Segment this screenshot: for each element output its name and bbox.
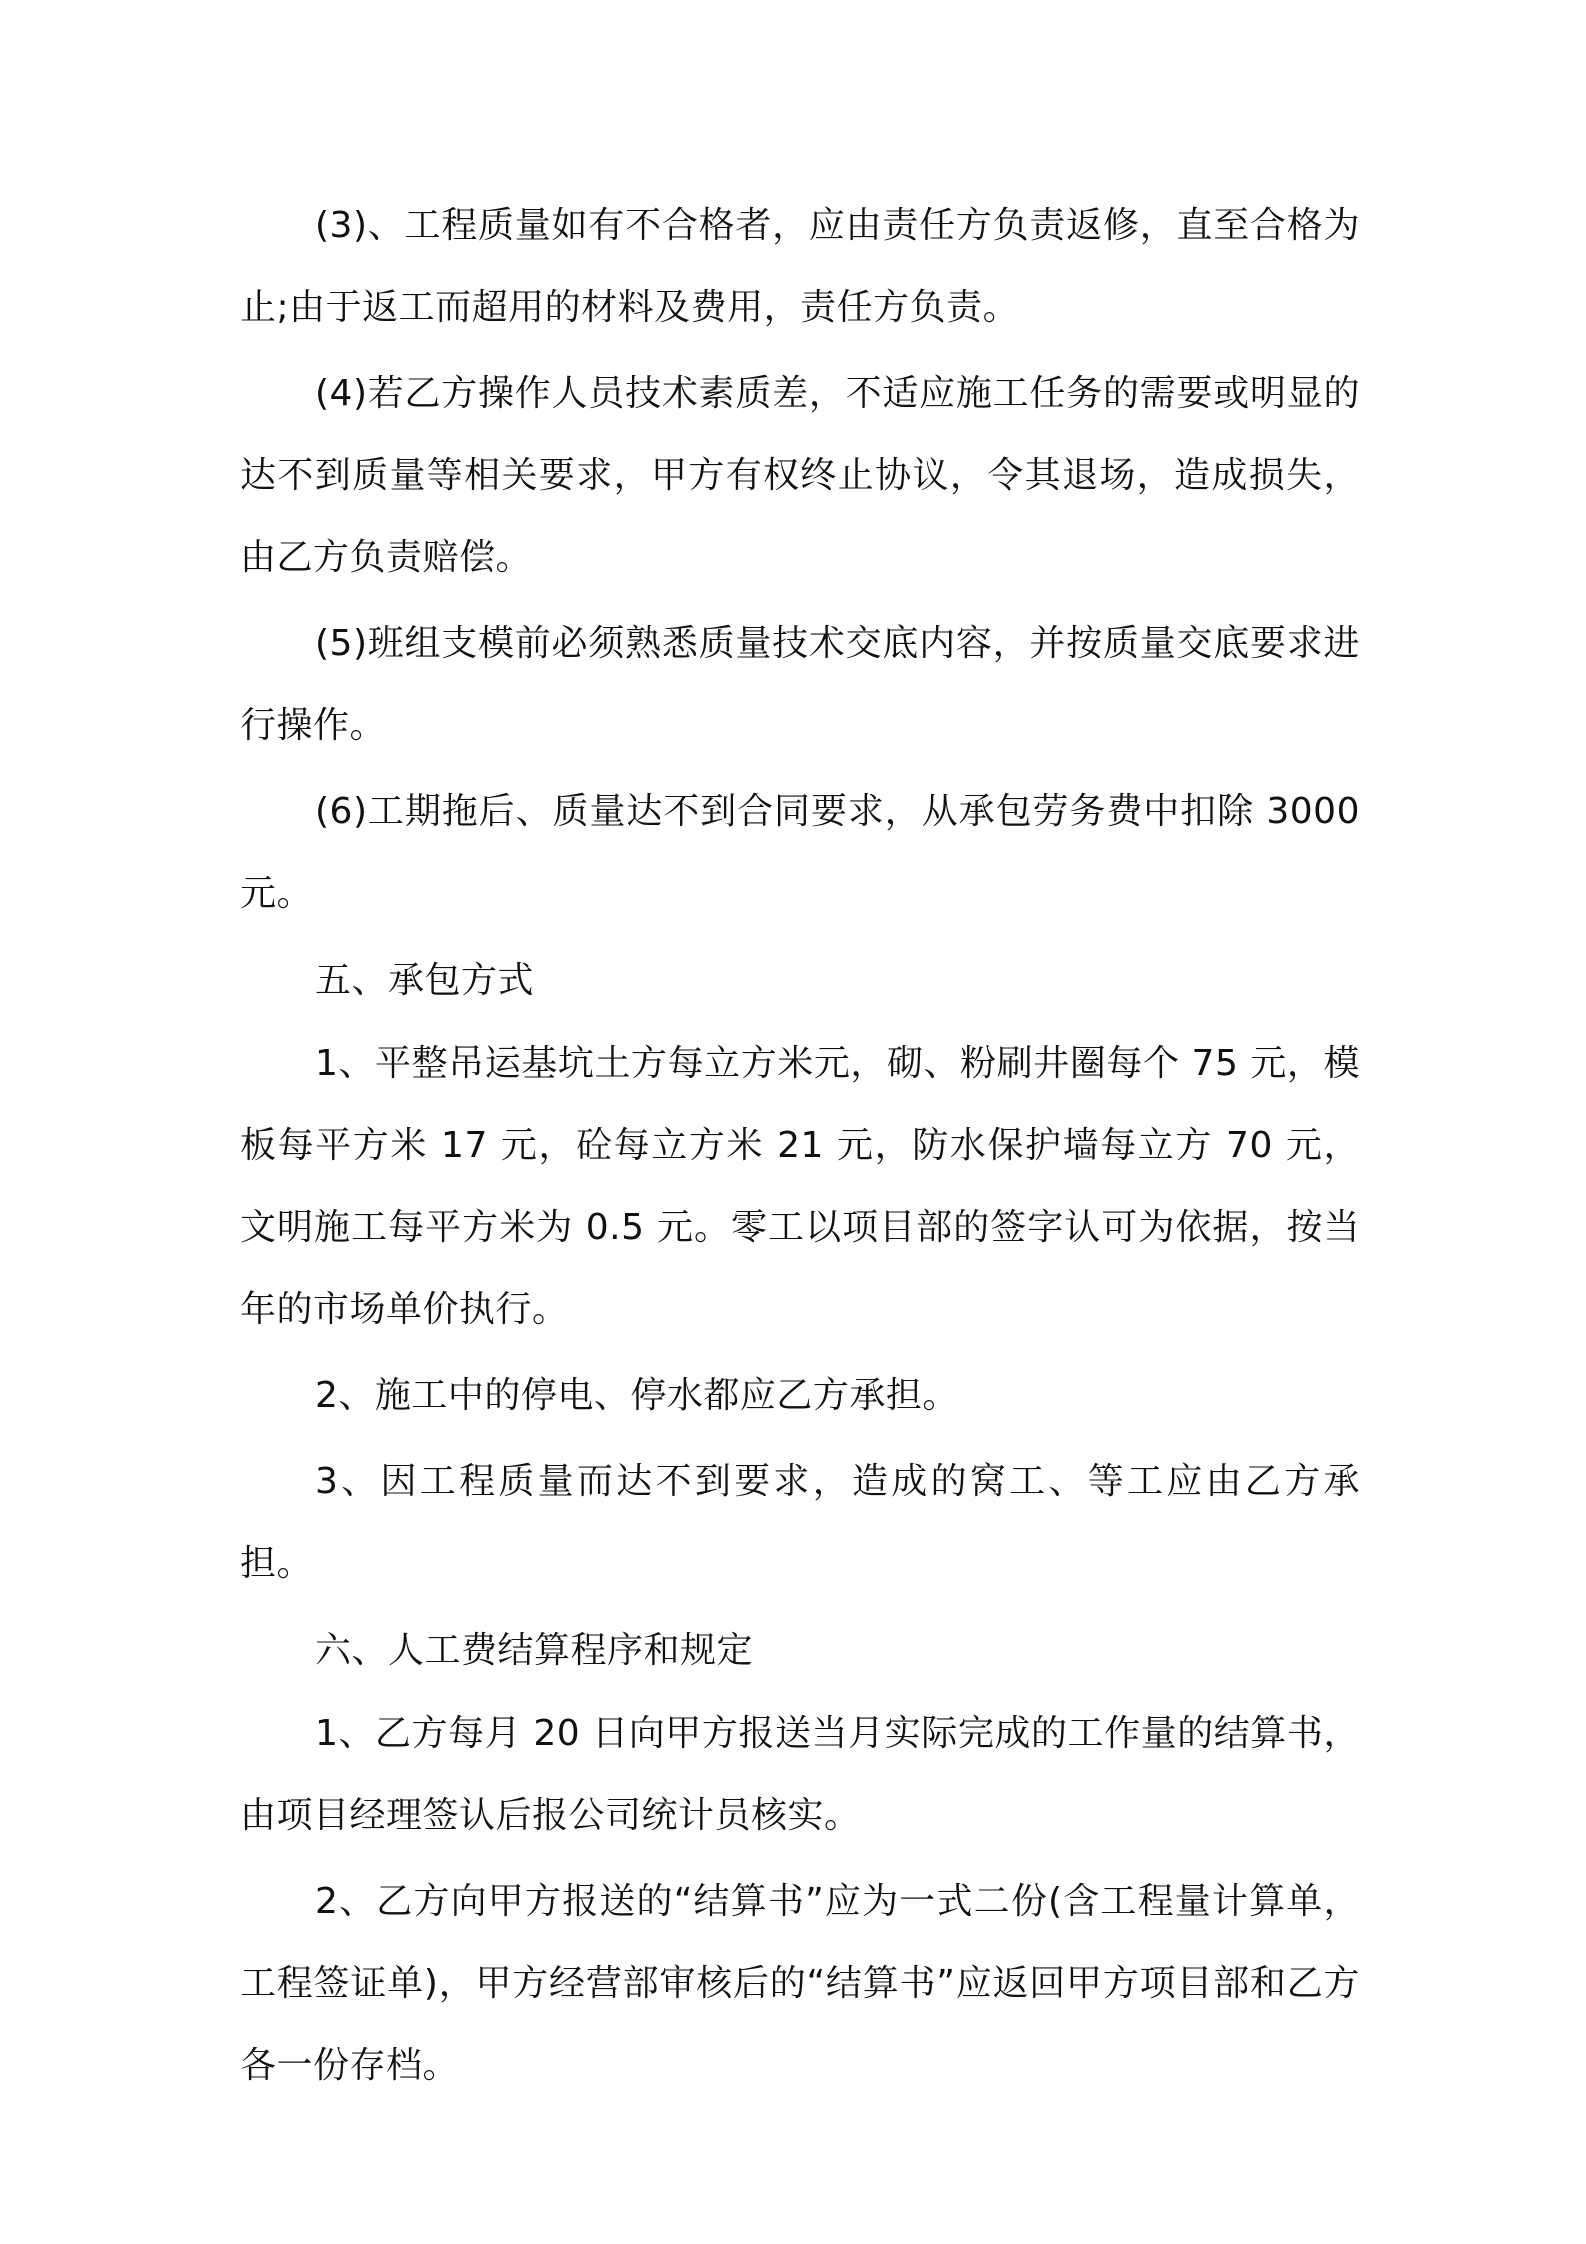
paragraph-clause-6: (6)工期拖后、质量达不到合同要求，从承包劳务费中扣除 3000 元。 xyxy=(240,791,1360,914)
section-heading-contract-method: 五、承包方式 xyxy=(315,960,535,1001)
section5-item-1: 1、平整吊运基坑土方每立方米元，砌、粉刷井圈每个 75 元，模板每平方米 17 元，砼每立方米 21 元，防水保护墙每立方 70 元，文明施工每平方米为 0.5 元。零工以项目部的签字认可为依据，按当年的市场单价执行。 xyxy=(240,1043,1360,1330)
section5-item-3: 3、因工程质量而达不到要求，造成的窝工、等工应由乙方承担。 xyxy=(240,1461,1360,1584)
paragraph-clause-4: (4)若乙方操作人员技术素质差，不适应施工任务的需要或明显的达不到质量等相关要求，甲方有权终止协议，令其退场，造成损失，由乙方负责赔偿。 xyxy=(240,373,1360,578)
section6-item-1: 1、乙方每月 20 日向甲方报送当月实际完成的工作量的结算书，由项目经理签认后报公司统计员核实。 xyxy=(240,1713,1360,1836)
section5-item-2: 2、施工中的停电、停水都应乙方承担。 xyxy=(315,1375,959,1416)
section6-item-2: 2、乙方向甲方报送的“结算书”应为一式二份(含工程量计算单，工程签证单)，甲方经营部审核后的“结算书”应返回甲方项目部和乙方各一份存档。 xyxy=(240,1881,1360,2086)
paragraph-clause-3: (3)、工程质量如有不合格者，应由责任方负责返修，直至合格为止;由于返工而超用的材料及费用，责任方负责。 xyxy=(240,205,1360,328)
section-heading-settlement: 六、人工费结算程序和规定 xyxy=(315,1630,754,1671)
paragraph-clause-5: (5)班组支模前必须熟悉质量技术交底内容，并按质量交底要求进行操作。 xyxy=(240,623,1360,746)
document-body xyxy=(240,185,1360,2111)
